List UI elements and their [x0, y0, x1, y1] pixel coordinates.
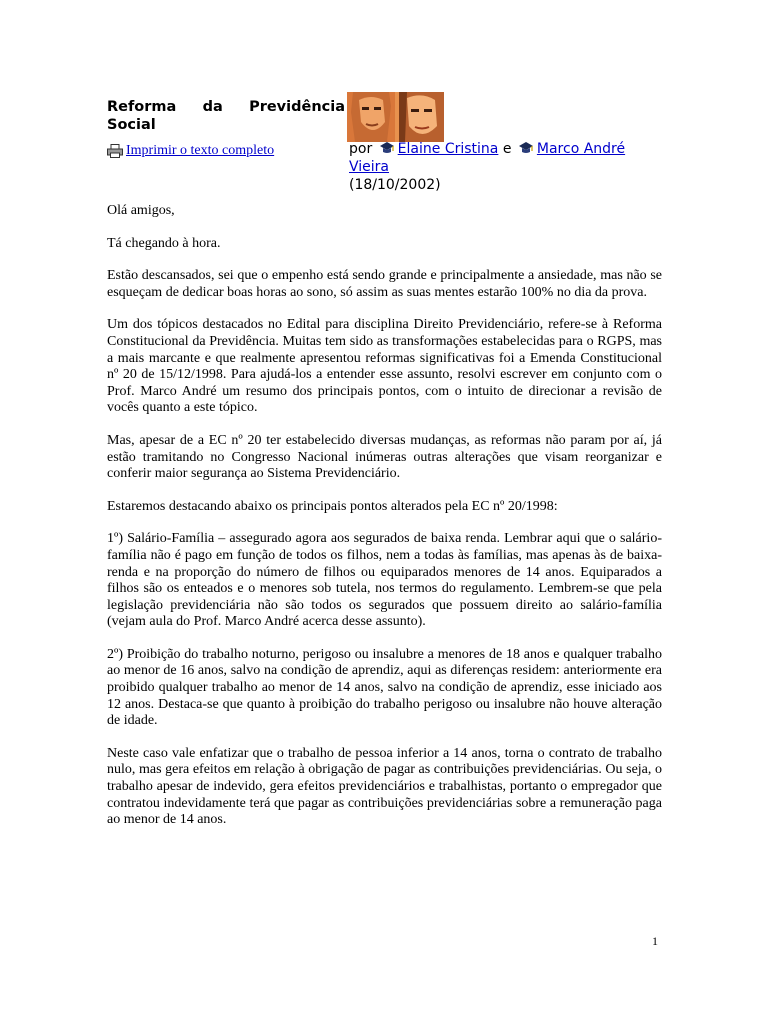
graduation-cap-icon — [518, 141, 534, 155]
article-body — [107, 203, 662, 845]
authors-photo — [347, 92, 444, 142]
print-link-text[interactable]: Imprimir o texto completo — [126, 143, 275, 158]
graduation-cap-icon — [379, 141, 395, 155]
paragraph: Estaremos destacando abaixo os principais pontos alterados pela EC nº 20/1998: — [107, 498, 558, 514]
byline — [349, 140, 663, 194]
paragraph: Neste caso vale enfatizar que o trabalho de pessoa inferior a 14 anos, torna o contrato de trabalho nulo, mas gera efeitos em relação à obrigação de pagar as contribuições previdenciárias. Ou seja, o trabalho apesar de indevido, gera efeitos previdenciários e trabalhistas, portanto o empregador que contratou indevidamente terá que pagar as contribuições previdenciárias sobre a remuneração paga ao menor de 14 anos. — [107, 745, 662, 828]
paragraph: Tá chegando à hora. — [107, 235, 221, 251]
paragraph: Um dos tópicos destacados no Edital para disciplina Direito Previdenciário, refere-se à Reforma Constitucional da Previdência. Muitas tem sido as transformações estabelecidas para o RGPS, mas a mais marcante e que realmente apresentou reformas significativas foi a Emenda Constitucional nº 20 de 15/12/1998. Para ajudá-los a entender esse assunto, resolvi escrever em conjunto com o Prof. Marco André um resumo dos principais pontos, com o intuito de direcionar a revisão de vocês quanto a este tópico. — [107, 317, 662, 416]
article-title — [107, 98, 345, 134]
byline-conjunction: e — [502, 141, 512, 157]
paragraph: Mas, apesar de a EC nº 20 ter estabelecido diversas mudanças, as reformas não param por aí, já estão tramitando no Congresso Nacional inúmeras outras alterações que visam reorganizar e conferir maior segurança ao Sistema Previdenciário. — [107, 432, 662, 482]
author-elaine-link[interactable]: Elaine Cristina — [397, 141, 499, 157]
paragraph: 1º) Salário-Família – assegurado agora aos segurados de baixa renda. Lembrar aqui que o salário-família não é pago em função de todos os filhos, nem a todas às famílias, mas apenas às de baixa-renda e na proporção do número de filhos ou equiparados menores de 14 anos. Equiparados a filhos são os enteados e o menores sob tutela, nos termos do regulamento. Lembrem-se que pela legislação previdenciária não são todos os segurados que possuem direito ao salário-família (vejam aula do Prof. Marco André acerca desse assunto). — [107, 531, 662, 630]
paragraph: 2º) Proibição do trabalho noturno, perigoso ou insalubre a menores de 18 anos e qualquer trabalho ao menor de 16 anos, salvo na condição de aprendiz, aqui as diferenças residem: anteriormente era proibido qualquer trabalho ao menor de 14 anos, salvo na condição de aprendiz, esse iniciado aos 12 anos. Destaca-se que quanto à proibição do trabalho perigoso ou insalubre não houve alteração de idade. — [107, 646, 662, 729]
title-line-1: Reforma da Previdência — [107, 99, 345, 115]
paragraph: Olá amigos, — [107, 203, 175, 218]
authors-faces-image — [347, 92, 444, 142]
print-full-text-link[interactable] — [107, 142, 274, 160]
byline-prefix: por — [349, 141, 373, 157]
page-number: 1 — [652, 934, 658, 948]
article-date: (18/10/2002) — [349, 177, 441, 193]
printer-icon — [107, 144, 123, 158]
author-marco-link[interactable]: Marco André Vieira — [349, 141, 626, 175]
paragraph: Estão descansados, sei que o empenho está sendo grande e principalmente a ansiedade, mas não se esqueçam de dedicar boas horas ao sono, só assim as suas mentes estarão 100% no dia da prova. — [107, 268, 662, 300]
article-header — [107, 92, 662, 196]
title-line-2: Social — [107, 117, 156, 133]
